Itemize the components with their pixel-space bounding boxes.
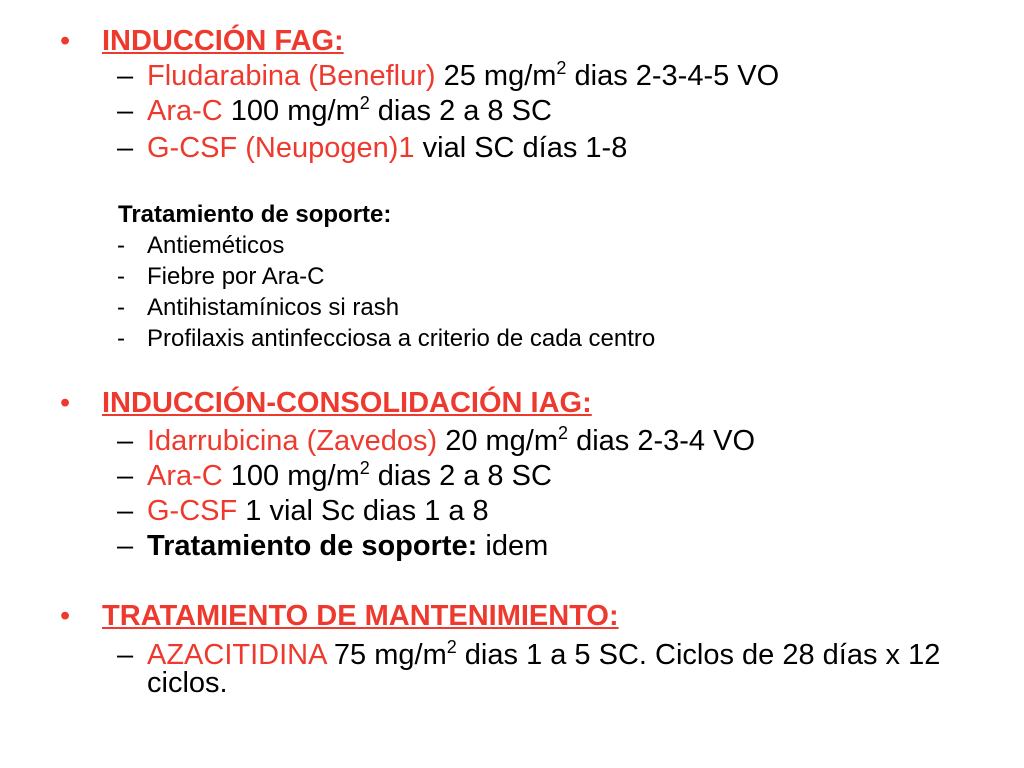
drug-name: G-CSF [147, 495, 238, 527]
dash: – [117, 132, 134, 164]
bullet-maintenance: • [60, 600, 71, 632]
dose: 100 mg/m [222, 460, 360, 492]
dose: 20 mg/m [437, 425, 559, 457]
dash: – [117, 495, 134, 527]
superscript: 2 [556, 58, 567, 78]
superscript: 2 [446, 637, 457, 657]
dash: - [117, 232, 125, 259]
dash: - [117, 325, 125, 352]
bullet-iag: • [60, 387, 71, 419]
drug-name: Ara-C [147, 95, 223, 127]
drug-name: Ara-C [147, 460, 223, 492]
dash: – [117, 425, 134, 457]
dose: 1 vial Sc dias 1 a 8 [237, 495, 489, 527]
dash: - [117, 263, 125, 290]
support-value: idem [477, 530, 549, 562]
list-item-fludarabina [147, 58, 780, 92]
heading-consolidacion-iag: INDUCCIÓN-CONSOLIDACIÓN IAG: [102, 387, 592, 419]
schedule: dias 2-3-4 VO [568, 425, 756, 457]
list-item-g-csf [147, 134, 627, 163]
superscript: 2 [359, 458, 370, 478]
dash: – [117, 639, 134, 671]
dash: – [117, 460, 134, 492]
drug-name: Idarrubicina (Zavedos) [147, 425, 438, 457]
dash: – [117, 60, 134, 92]
heading-mantenimiento: TRATAMIENTO DE MANTENIMIENTO: [102, 600, 619, 632]
support-item: Antihistamínicos si rash [147, 294, 400, 321]
list-item-ara-c [147, 458, 552, 492]
support-item: Fiebre por Ara-C [147, 263, 325, 290]
dose: 25 mg/m [435, 60, 557, 92]
bullet-fag: • [60, 25, 71, 57]
schedule: dias 2-3-4-5 VO [566, 60, 780, 92]
dash: – [117, 95, 134, 127]
list-item-ara-c [147, 93, 552, 127]
support-item: Antieméticos [147, 232, 285, 259]
list-item-support [147, 532, 548, 561]
drug-name: G-CSF (Neupogen)1 [147, 132, 415, 164]
superscript: 2 [359, 93, 370, 113]
dash: – [117, 530, 134, 562]
superscript: 2 [558, 423, 569, 443]
dose: vial SC días 1-8 [414, 132, 628, 164]
support-title: Tratamiento de soporte: [118, 201, 392, 228]
support-label: Tratamiento de soporte: [147, 530, 478, 562]
list-item-azacitidina [147, 637, 941, 671]
schedule: dias 2 a 8 SC [369, 460, 552, 492]
heading-induccion-fag: INDUCCIÓN FAG: [102, 25, 344, 57]
dash: - [117, 294, 125, 321]
dose: 75 mg/m [325, 639, 447, 671]
schedule: dias 1 a 5 SC. Ciclos de 28 días x 12 [456, 639, 941, 671]
drug-name: AZACITIDINA [147, 639, 326, 671]
list-item-idarrubicina [147, 423, 756, 457]
support-item: Profilaxis antinfecciosa a criterio de cada centro [147, 325, 656, 352]
schedule: dias 2 a 8 SC [369, 95, 552, 127]
drug-name: Fludarabina (Beneflur) [147, 60, 436, 92]
list-item-g-csf [147, 497, 489, 526]
schedule-continuation: ciclos. [147, 667, 228, 699]
dose: 100 mg/m [222, 95, 360, 127]
